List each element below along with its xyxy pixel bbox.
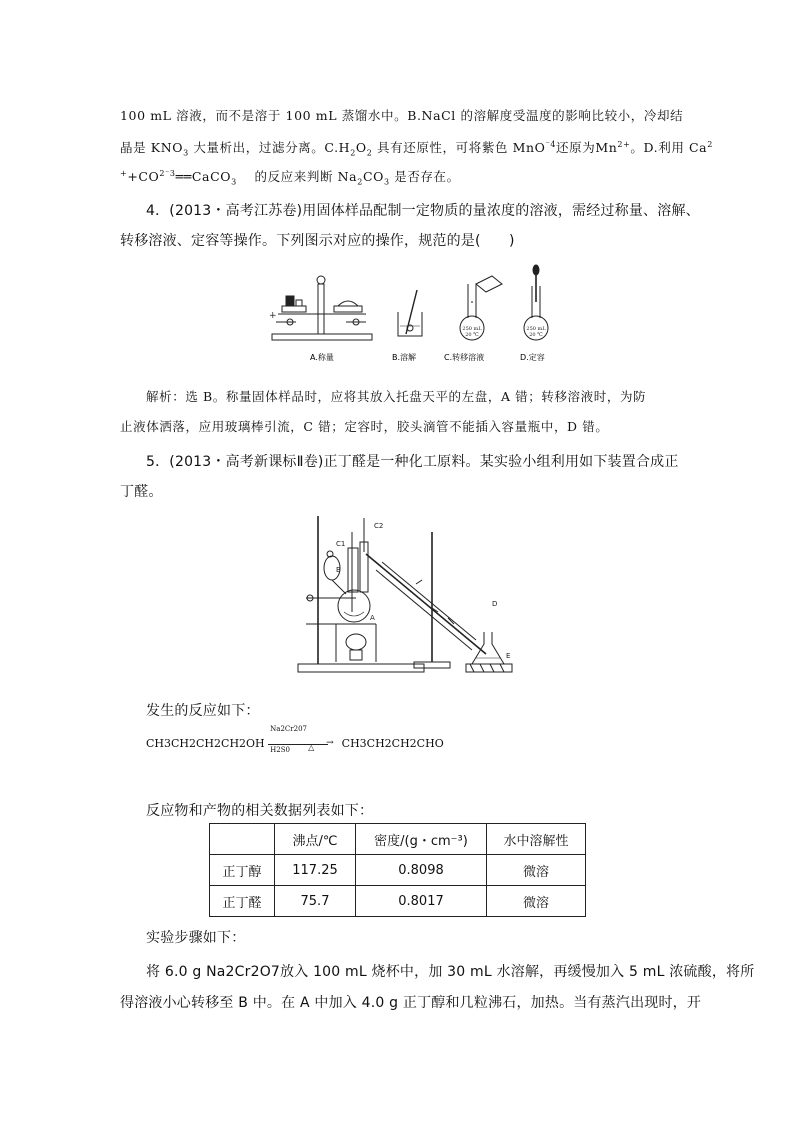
question-4-line-1: 4．(2013・高考江苏卷)用固体样品配制一定物质的量浓度的溶液，需经过称量、溶解、 xyxy=(146,203,700,219)
flask-label: 250 mL xyxy=(462,326,482,332)
superscript: 2⁻3 xyxy=(159,168,176,178)
label-e: E xyxy=(506,652,511,660)
analysis-line-1: 解析：选 B。称量固体样品时，应将其放入托盘天平的左盘，A 错；转移溶液时，为防 xyxy=(146,389,647,404)
balance-icon xyxy=(269,276,372,340)
beaker-icon xyxy=(398,290,422,336)
table-cell: 微溶 xyxy=(487,855,586,886)
label-c1: C1 xyxy=(336,540,346,548)
label-d: D xyxy=(492,600,498,608)
caption-a: A.称量 xyxy=(310,353,334,362)
reagent-bottom: H2S0 xyxy=(270,746,290,754)
subscript: 2 xyxy=(366,148,373,158)
text-span: 是否存在。 xyxy=(389,169,460,184)
label-b: B xyxy=(336,566,341,574)
table-header-cell: 密度/(g・cm⁻³) xyxy=(356,824,487,855)
subscript: 3 xyxy=(231,177,237,187)
subscript: 3 xyxy=(383,177,390,187)
text-span: 还原为Mn xyxy=(556,140,618,155)
question-5-line-2: 丁醛。 xyxy=(120,484,163,500)
reaction-intro: 发生的反应如下： xyxy=(146,703,260,719)
table-row xyxy=(210,855,586,886)
table-header-row xyxy=(210,824,586,855)
question-5-line-1: 5．(2013・高考新课标Ⅱ卷)正丁醛是一种化工原料。某实验小组利用如下装置合成正 xyxy=(146,454,679,470)
arrow-line xyxy=(268,744,328,745)
reagent-top: Na2Cr207 xyxy=(270,725,307,733)
flask-label: 250 mL xyxy=(526,326,546,332)
reactant: CH3CH2CH2CH2OH xyxy=(146,737,265,750)
distillation-apparatus-figure xyxy=(296,512,522,678)
table-cell: 0.8017 xyxy=(356,886,487,917)
step-line-1: 将 6.0 g Na2Cr2O7放入 100 mL 烧杯中，加 30 mL 水溶解，再缓慢加入 5 mL 浓硫酸，将所 xyxy=(146,964,755,980)
product: CH3CH2CH2CHO xyxy=(341,737,444,750)
text-span: 的反应来判断 Na xyxy=(236,169,358,184)
steps-intro: 实验步骤如下： xyxy=(146,930,246,946)
text-span: 晶是 KNO xyxy=(120,140,184,155)
arrow-head: → xyxy=(326,738,334,748)
subscript: 3 xyxy=(183,148,189,158)
text-span: 。D.利用 Ca xyxy=(630,140,708,155)
reaction-arrow xyxy=(268,725,338,754)
question-4-line-2: 转移溶液、定容等操作。下列图示对应的操作，规范的是( ) xyxy=(120,233,515,249)
table-intro: 反应物和产物的相关数据列表如下： xyxy=(146,803,374,819)
text-line xyxy=(120,138,713,158)
table-cell: 正丁醛 xyxy=(210,886,275,917)
data-table xyxy=(209,823,586,917)
caption-b: B.溶解 xyxy=(392,353,417,362)
heat-symbol: △ xyxy=(308,743,315,752)
subscript: 2 xyxy=(357,177,363,187)
flask-label: 20 ℃ xyxy=(465,332,479,338)
label-c2: C2 xyxy=(374,522,384,530)
table-cell: 0.8098 xyxy=(356,855,487,886)
text-span: CO xyxy=(362,169,384,184)
caption-c: C.转移溶液 xyxy=(444,353,485,362)
superscript: + xyxy=(120,168,128,178)
table-row xyxy=(210,886,586,917)
text-span: 大量析出，过滤分离。C.H xyxy=(188,140,351,155)
text-span: ══CaCO xyxy=(175,169,232,184)
text-line: 100 mL 溶液，而不是溶于 100 mL 蒸馏水中。B.NaCl 的溶解度受温度的影响比较小，冷却结 xyxy=(120,108,684,123)
svg-text:+: + xyxy=(269,311,277,321)
analysis-line-2: 止液体洒落，应用玻璃棒引流，C 错；定容时，胶头滴管不能插入容量瓶中，D 错。 xyxy=(120,419,609,434)
table-header-cell: 沸点/℃ xyxy=(275,824,356,855)
table-cell: 75.7 xyxy=(275,886,356,917)
table-cell: 117.25 xyxy=(275,855,356,886)
label-a: A xyxy=(370,614,375,622)
flask-label: 20 ℃ xyxy=(529,332,543,338)
lab-operations-figure xyxy=(266,262,566,370)
superscript: 2+ xyxy=(617,139,631,149)
table-cell: 正丁醇 xyxy=(210,855,275,886)
reaction-equation xyxy=(146,725,444,754)
caption-d: D.定容 xyxy=(520,353,545,362)
table-header-cell xyxy=(210,824,275,855)
superscript: 2 xyxy=(707,139,713,149)
table-header-cell: 水中溶解性 xyxy=(487,824,586,855)
subscript: 2 xyxy=(350,148,356,158)
text-span: 具有还原性，可将紫色 MnO xyxy=(372,140,546,155)
text-span: O xyxy=(355,140,367,155)
superscript: ⁻4 xyxy=(545,139,557,149)
text-line xyxy=(120,167,460,187)
step-line-2: 得溶液小心转移至 B 中。在 A 中加入 4.0 g 正丁醇和几粒沸石，加热。当有蒸汽出现时，开 xyxy=(120,995,702,1011)
table-cell: 微溶 xyxy=(487,886,586,917)
text-span: +CO xyxy=(127,169,160,184)
